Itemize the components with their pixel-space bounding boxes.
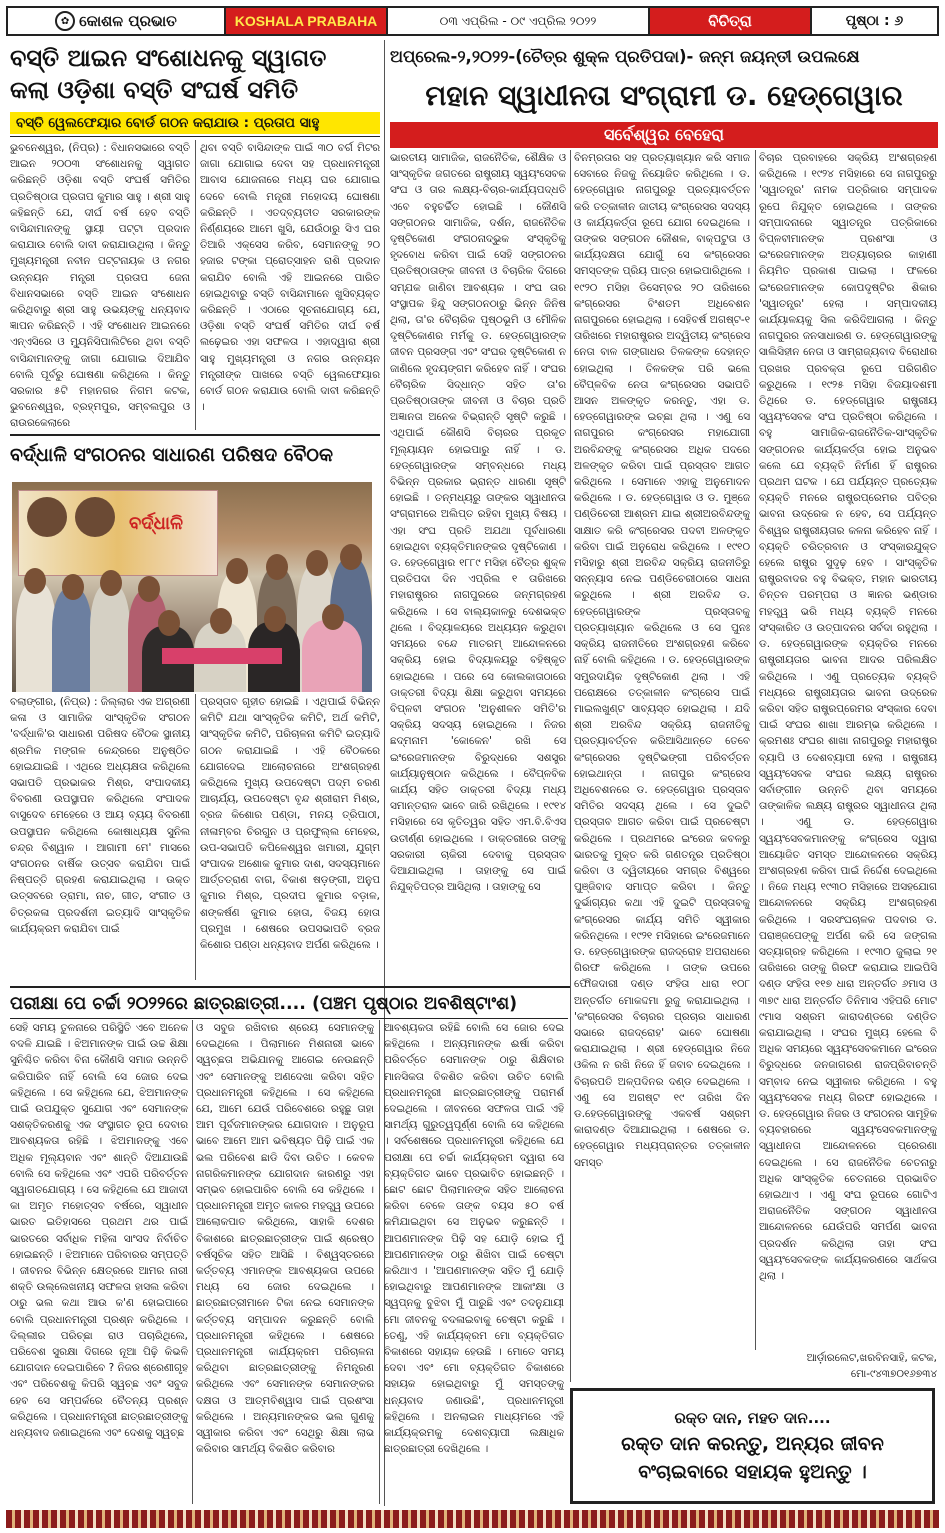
hedgewar-headline-line2: ମହାନ ସ୍ୱାଧୀନତା ସଂଗ୍ରାମୀ ଡ. ହେଡ୍‌ଗେୱାର — [425, 79, 903, 112]
hedgewar-byline-phone: ମୋ-୯୪୩୭୦୧୬୭୩୪ — [850, 1368, 937, 1380]
slum-headline-line1: ବସ୍ତି ଆଇନ ସଂଶୋଧନକୁ ସ୍ୱାଗତ — [10, 44, 327, 72]
section-name: ବିଚିତ୍ରା — [650, 8, 812, 34]
logo-emblem-icon: ✿ — [55, 11, 75, 31]
hedgewar-body-col3: ବିଚାର ପ୍ରବାହରେ ସକ୍ରିୟ ଅଂଶଗ୍ରହଣ କରିଥିଲେ । ୧୯୨୪ ମସିହାରେ ସେ ନାଗପୁରରୁ 'ସ୍ୱାତନ୍ତ୍ର' ନାମକ ପତ୍ରିକାର ସମ୍ପାଦକ ରୂପେ ନିଯୁକ୍ତ ହୋଇଥିଲେ । ତାଙ୍କର ସମ୍ପାଦନାରେ ସ୍ୱାତନ୍ତ୍ର ପତ୍ରିକାରେ ବିପ୍ଳବୀମାନଙ୍କ ପ୍ରଶଂସା ଓ ଇଂରେଜମାନଙ୍କ ଅତ୍ୟାଚାରର କାହାଣୀ ନିୟମିତ ପ୍ରକାଶ ପାଇଲା । ଫଳରେ ଇଂରେଜମାନଙ୍କ କୋପଦୃଷ୍ଟିର ଶିକାର 'ସ୍ୱାତନ୍ତ୍ର' ହେଲା । ସମ୍ପାଦକୀୟ କାର୍ଯ୍ୟାଳୟକୁ ସିଲ କରିଦିଆଗଲା । କିନ୍ତୁ ନାଗପୁରର ଜନସାଧାରଣ ଡ. ହେଡ୍‌ଗେୱାରଙ୍କୁ ସାଲିସିହୀନ ନେତା ଓ ସାମ୍ରାଜ୍ୟବାଦ ବିରୋଧୀର ପ୍ରଖର ପ୍ରବକ୍ତା ରୂପେ ପରିଗଣିତ କରୁଥିଲେ । ୧୯୨୫ ମସିହା ବିଜୟାଦଶମୀ ତିଥିରେ ଡ. ହେଡ୍‌ଗେୱାର ରାଷ୍ଟ୍ରୀୟ ସ୍ୱୟଂସେବକ ସଂଘ ପ୍ରତିଷ୍ଠା କରିଥିଲେ । ବହୁ ସାମାଜିକ-ରାଜନୈତିକ-ସାଂସ୍କୃତିକ ସଙ୍ଗଠନର କାର୍ଯ୍ୟକର୍ତ୍ତା ହୋଇ ଅନୁଭବ କଲେ ଯେ ବ୍ୟକ୍ତି ନିର୍ମାଣ ହିଁ ରାଷ୍ଟ୍ରର ପ୍ରଥମ ଘଟକ । ଯେ ପର୍ଯ୍ୟନ୍ତ ପ୍ରତ୍ୟେକ ବ୍ୟକ୍ତି ମନରେ ରାଷ୍ଟ୍ରପ୍ରେମର ପବିତ୍ର ଭାବନା ଉଦ୍ରେକ ନ ହେବ, ସେ ପର୍ଯ୍ୟନ୍ତ ବିଶ୍ୱର ରାଷ୍ଟ୍ରୀୟତାର କଳନା କରିହେବ ନାହିଁ । ବ୍ୟକ୍ତି ଚରିତ୍ରବାନ ଓ ସଂସ୍କାରଯୁକ୍ତ ହେଲେ ରାଷ୍ଟ୍ର ସୁଦୃଢ଼ ହେବ । ସାଂସ୍କୃତିକ ରାଷ୍ଟ୍ରବାଦର ବହୁ ବିଭକ୍ତ, ମହାନ ଭାରତୀୟ ଚିନ୍ତନ ପରମ୍ପରା ଓ ଜ୍ଞାନର ଭଣ୍ଡାର ମହତ୍ତ୍ୱ ଭରି ମଧ୍ୟ ବ୍ୟକ୍ତି ମନରେ ସଂସ୍କାରିତ ଓ ଉତ୍ପାଦନର ସର୍ବଦା ରହୁଥିଲା । ଡ. ହେଡ୍‌ଗେୱାରଙ୍କ ବ୍ୟକ୍ତିର ମନରେ ରାଷ୍ଟ୍ରୀୟତାର ଭାବନା ଆଦର ପରିଲକ୍ଷିତ କରିଥିଲେ । ଏଣୁ ପ୍ରତ୍ୟେକ ବ୍ୟକ୍ତି ମଧ୍ୟରେ ରାଷ୍ଟ୍ରୀୟତାର ଭାବନା ଉଦ୍ରେକ କରିବା ସହିତ ରାଷ୍ଟ୍ରପ୍ରେମର ସଂସ୍କାର ଦେବା ପାଇଁ ସଂଘର ଶାଖା ଆରମ୍ଭ କରିଥିଲେ । କ୍ରମଶଃ ସଂଘର ଶାଖା ନାଗପୁରରୁ ମହାରାଷ୍ଟ୍ର ବ୍ୟାପି ଓ ଦେଶବ୍ୟାପୀ ହେଲା । ରାଷ୍ଟ୍ରୀୟ ସ୍ୱୟଂସେବକ ସଂଘର ଲକ୍ଷ୍ୟ ରାଷ୍ଟ୍ରର ସର୍ବାଙ୍ଗୀନ ଉନ୍ନତି ଥିବା ସମୟରେ ତାଙ୍କାଳିକ ଲକ୍ଷ୍ୟ ରାଷ୍ଟ୍ରର ସ୍ୱାଧୀନତା ଥିଲା । ଏଣୁ ଡ. ହେଡ୍‌ଗେୱାର ସ୍ୱୟଂସେବକମାନଙ୍କୁ କଂଗ୍ରେସ ଦ୍ୱାରା ଆୟୋଜିତ ସମସ୍ତ ଆନ୍ଦୋଳନରେ ସକ୍ରିୟ ଅଂଶଗ୍ରହଣ କରିବା ପାଇଁ ନିର୍ଦ୍ଦେଶ ଦେଇଥିଲେ । ନିଜେ ମଧ୍ୟ ୧୯୩୦ ମସିହାରେ ଅସହଯୋଗ ଆନ୍ଦୋଳନରେ ସକ୍ରିୟ ଅଂଶଗ୍ରହଣ କରିଥିଲେ । ସରସଂଘଚାଳକ ପଦବାର ଡ. ପରାଞ୍ଜପେଙ୍କୁ ଅର୍ପଣ କରି ସେ ଜଙ୍ଗଲ ସତ୍ୟାଗ୍ରହ କରିଥିଲେ । ୧୯୩୦ ଜୁଲାଇ ୨୧ ତାରିଖରେ ତାଙ୍କୁ ଗିରଫ କରାଯାଇ ଆଇପିସି ଦଣ୍ଡ ସଂହିତା ୧୧୭ ଧାରା ଅନ୍ତର୍ଗତ ୬ମାସ ଓ ୩୭୯ ଧାରା ଅନ୍ତର୍ଗତ ତିନିମାସ ଏହିପରି ମୋଟ ୯ମାସ ସଶ୍ରମ କାରାଦଣ୍ଡରେ ଦଣ୍ଡିତ କରାଯାଇଥିଲା । ସଂଘର ମୁଖ୍ୟ ହେଲେ ବି ଅଧିକ ସମୟରେ ସ୍ୱୟଂସେବକମାନେ ଇଂରେଜ ବିରୁଦ୍ଧରେ ଜନଜାଗରଣ ରାଜପ୍ରିବାଚନ୍ତି ସମ୍ବାଦ ନେଇ ସ୍ୱୀକାର କରିଥିଲେ । ବହୁ ସ୍ୱୟଂସେବକ ମଧ୍ୟ ଗିରଫ ହୋଇଥିଲେ । ଡ. ହେଡ୍‌ଗେୱାର ନିଜର ଓ ସଂଗଠନର ସାମୂହିକ ବ୍ୟବହାରରେ ସ୍ୱୟଂସେବକମାନଙ୍କୁ ସ୍ୱାଧୀନତା ଆନ୍ଦୋଳନରେ ପ୍ରେରଣା ଦେଇଥିଲେ । ସେ ରାଜନୈତିକ ଚେତନାରୁ ଅଧିକ ସାଂସ୍କୃତିକ ଚେତନାରେ ପ୍ରଭାବିତ ହୋଇଥାଏ । ଏଣୁ ସଂଘ ରୂପରେ ଗୋଟିଏ ଅରାଜନୈତିକ ସଙ୍ଗଠନ ସ୍ୱାଧୀନତା ଆନ୍ଦୋଳନରେ ଯେଉଁପରି ସମର୍ପଣ ଭାବନା ପ୍ରଦର୍ଶନ କରିଥିଲା ତାହା ସଂଘ ସ୍ୱୟଂସେବକଙ୍କ କାର୍ଯ୍ୟକରଣରେ ସାର୍ଥକତା ଥିଲା । — [759, 152, 937, 1283]
bardhali-body-col1: ବଲାଙ୍ଗୀର, (ନିପ୍ର) : ଜିଲ୍ଲାର ଏକ ଅଗ୍ରଣୀ କଳା ଓ ସାମାଜିକ ସାଂସ୍କୃତିକ ସଂଗଠନ 'ବର୍ଦ୍ଧାଳି'ର ସାଧାରଣ ପରିଷଦ ବୈଠକ ସ୍ଥାନୀୟ ଶ୍ରମିକ ମଙ୍ଗଳ କେନ୍ଦ୍ରରେ ଅନୁଷ୍ଠିତ ହୋଇଯାଇଛି । ଏଥିରେ ଅଧ୍ୟକ୍ଷତା କରିଥିଲେ ସଭାପତି ପ୍ରଭାକର ମିଶ୍ର, ସଂପାଦକୀୟ ବିବରଣୀ ଉପସ୍ଥାପନ କରିଥିଲେ ସଂପାଦକ ବାସୁଦେବ ମେହେରେ ଓ ଆୟ ବ୍ୟୟ ବିବରଣୀ ଉପସ୍ଥାପନ କରିଥିଲେ କୋଷାଧ୍ୟକ୍ଷ ସୁନିଲ ଚନ୍ଦ୍ର ବିଶ୍ୱାଳ । ଆଗାମୀ ମେ' ମାସରେ ସଂଗଠନର ବାର୍ଷିକ ଉତ୍ସବ କରାଯିବା ପାଇଁ ନିଷ୍ପତ୍ତି ଗ୍ରହଣ କରାଯାଇଥିଲା । ଉକ୍ତ ଉତ୍ସବରେ ଡ୍ରାମା, ନାଚ, ଗୀତ, ସଂଗୀତ ଓ ଚିତ୍ରକଳା ପ୍ରଦର୍ଶନୀ ଇତ୍ୟାଦି ସାଂସ୍କୃତିକ କାର୍ଯ୍ୟକ୍ରମ କରାଯିବା ପାଇଁ — [10, 696, 190, 935]
slum-body-col2: ଥିବା ବସ୍ତି ବାସିନ୍ଦାଙ୍କ ପାଇଁ ୩୦ ବର୍ଗ ମିଟର ଜାଗା ଯୋଗାଇ ଦେବା ସହ ପ୍ରଧାନମନ୍ତ୍ରୀ ଆବାସ ଯୋଜନାରେ ମଧ୍ୟ ଘର ଯୋଗାଇ ଦେବେ ବୋଲି ମନ୍ତ୍ରୀ ମହୋଦୟ ଘୋଷଣା କରିଛନ୍ତି । ଏତଦ୍‌ବ୍ୟତୀତ ସରକାରଙ୍କ ନିର୍ଣ୍ଣୟରେ ଆମେ ଖୁସି, ଯେଉଁଠାରୁ ସିଏ ଘର ତିଆରି ଏକ୍ସେସ କରିବ, ସେମାନଙ୍କୁ ୨୦ ହଜାର ଟଙ୍କା ପ୍ରୋତ୍ସାହନ ରାଶି ପ୍ରଦାନ କରାଯିବ ବୋଲି ଏହି ଆଇନରେ ପାରିତ ହୋଇଥିବାରୁ ବସ୍ତି ବାସିନ୍ଦାମାନେ ଖୁସିବ୍ୟକ୍ତ କରିଛନ୍ତି । ଏଠାରେ ସୂଚନାଯୋଗ୍ୟ ଯେ, ଓଡ଼ିଶା ବସ୍ତି ସଂଘର୍ଷ ସମିତିର ଦୀର୍ଘ ବର୍ଷ ଲଢ଼େଇର ଏହା ସଫଳତା । ଏହାଦ୍ୱାରା ଶ୍ରୀ ସାହୁ ମୁଖ୍ୟମନ୍ତ୍ରୀ ଓ ନଗର ଉନ୍ନୟନ ମନ୍ତ୍ରୀଙ୍କ ପାଖରେ ବସ୍ତି ୱେଲଫେୟାର ବୋର୍ଡ ଗଠନ କରାଯାଉ ବୋଲି ଦାବୀ କରିଛନ୍ତି । — [200, 142, 380, 414]
hedgewar-byline-address: ଆର୍ଡ଼ାରଲେଟ,ଖରବିନସାହି, କଟକ, — [806, 1352, 937, 1364]
pariksha-body-col3: ଆବଶ୍ୟକତା ରହିଛି ବୋଲି ସେ ଜୋର ଦେଇ କହିଥିଲେ । ଅନ୍ୟମାନଙ୍କ ଈର୍ଷା କରିବା ପରିବର୍ତ୍ତେ ସେମାନଙ୍କ ଠାରୁ ଶିକ୍ଷିବାର ମାନସିକତା ବିକଶିତ କରିବା ଉଚିତ ବୋଲି ପ୍ରଧାନମନ୍ତ୍ରୀ ଛାତ୍ରଛାତ୍ରୀଙ୍କୁ ପରାମର୍ଶ ଦେଇଥିଲେ । ଜୀବନରେ ସଫଳତା ପାଇଁ ଏହି ସାମର୍ଥ୍ୟ ଗୁରୁତ୍ୱପୂର୍ଣ୍ଣ ବୋଲି ସେ କହିଥିଲେ । ସର୍ବଶେଷରେ ପ୍ରଧାନମନ୍ତ୍ରୀ କହିଥିଲେ ଯେ ପରୀକ୍ଷା ପେ ଚର୍ଚ୍ଚା କାର୍ଯ୍ୟକ୍ରମ ଦ୍ୱାରା ସେ ବ୍ୟକ୍ତିଗତ ଭାବେ ପ୍ରଭାବିତ ହୋଇଛନ୍ତି । ଛୋଟ ଛୋଟ ପିଲାମାନଙ୍କ ସହିତ ଆଲୋଚନା କରିବା ବେଳେ ତାଙ୍କ ବୟସ ୫୦ ବର୍ଷ କମିଯାଇଥିବା ସେ ଅନୁଭବ କରୁଛନ୍ତି । ଆପଣମାନଙ୍କ ପିଢ଼ି ସହ ଯୋଡ଼ି ହୋଇ ମୁଁ ଆପଣମାନଙ୍କ ଠାରୁ ଶିଖିବା ପାଇଁ ଚେଷ୍ଟା କରିଥାଏ । 'ଆପଣମାନଙ୍କ ସହିତ ମୁଁ ଯୋଡ଼ି ହୋଇଥିବାରୁ ଆପଣମାନଙ୍କ ଆକାଂକ୍ଷା ଓ ସ୍ୱପ୍ନକୁ ବୁଝିବା ମୁଁ ପାରୁଛି ଏବଂ ତଦନୁଯାୟୀ ମୋ ଜୀବନକୁ ବଦଳାଇବାକୁ ଚେଷ୍ଟା କରୁଛି । ତେଣୁ, ଏହି କାର୍ଯ୍ୟକ୍ରମ ମୋ ବ୍ୟକ୍ତିଗତ ବିକାଶରେ ସହାୟକ ହେଉଛି । ମୋତେ ସମୟ ଦେବା ଏବଂ ମୋ ବ୍ୟକ୍ତିଗତ ବିକାଶରେ ସହାୟକ ହୋଇଥିବାରୁ ମୁଁ ସମସ୍ତଙ୍କୁ ଧନ୍ୟବାଦ ଜଣାଉଛି', ପ୍ରଧାନମନ୍ତ୍ରୀ କହିଥିଲେ । ଅନଲାଇନ ମାଧ୍ୟମରେ ଏହି କାର୍ଯ୍ୟକ୍ରମକୁ ଦେଶବ୍ୟାପୀ ଲକ୍ଷାଧିକ ଛାତ୍ରଛାତ୍ରୀ ଦେଖିଥିଲେ । — [384, 1022, 564, 1456]
hedgewar-headline-line1: ଅପ୍ରେଲ-୨,୨୦୨୨-(ଚୈତ୍ର ଶୁକ୍ଳ ପ୍ରତିପଦା)- ଜନ୍ମ ଜୟନ୍ତୀ ଉପଲକ୍ଷେ — [390, 47, 860, 66]
paper-name-english: KOSHALA PRABAHA — [226, 8, 388, 34]
pariksha-body-col1: ସେହି ସମୟ ତୁଳନାରେ ପରିସ୍ଥିତି ଏବେ ଅନେକ ବଦଳି ଯାଇଛି । ଝିଅମାନଙ୍କ ପାଇଁ ଉଚ୍ଚ ଶିକ୍ଷା ସୁନିଶ୍ଚିତ କରିବା ବିନା କୌଣସି ସମାଜ ଉନ୍ନତି କରିପାରିବ ନାହିଁ ବୋଲି ସେ ଜୋର ଦେଇ କହିଥିଲେ । ସେ କହିଥିଲେ ଯେ, ଝିଅମାନଙ୍କ ପାଇଁ ଉପଯୁକ୍ତ ସୁଯୋଗ ଏବଂ ସେମାନଙ୍କ ସଶକ୍ତିକରଣକୁ ଏକ ସଂସ୍ଥାଗତ ରୂପ ଦେବାର ଆବଶ୍ୟକତା ରହିଛି । ଝିଅମାନଙ୍କୁ ଏବେ ଅଧିକ ମୂଲ୍ୟବାନ ଏବଂ ଶାନ୍ତି ଦିଆଯାଉଛି ବୋଲି ସେ କହିଥିଲେ ଏବଂ ଏପରି ପରିବର୍ତ୍ତନ ସ୍ୱାଗତଯୋଗ୍ୟ । ସେ କହିଥିଲେ ଯେ ଆଜାଦୀ କା ଅମୃତ ମହୋତ୍ସବ ବର୍ଷରେ, ସ୍ୱାଧୀନ ଭାରତ ଇତିହାସରେ ପ୍ରଥମ ଥର ପାଇଁ ଭାରତରେ ସର୍ବାଧିକ ମହିଳା ସାଂସଦ ନିର୍ବାଚିତ ହୋଇଛନ୍ତି । ଝିଅମାନେ ପରିବାରର ସମ୍ପତ୍ତି । ଜୀବନର ବିଭିନ୍ନ କ୍ଷେତ୍ରରେ ଆମର ନାରୀ ଶକ୍ତି ଉଲ୍ଲେଖନୀୟ ସଫଳତା ହାସଲ କରିବା ଠାରୁ ଭଲ କଥା ଆଉ କ'ଣ ହୋଇପାରେ ବୋଲି ପ୍ରଧାନମନ୍ତ୍ରୀ ପ୍ରଶ୍ନ କରିଥିଲେ । ଦିଲ୍ଲୀର ପରିଚ୍ଛା ରାଓ ପଚାରିଥିଲେ, ପରିବେଶ ସୁରକ୍ଷା ଦିଗରେ ନୂଆ ପିଢ଼ି କିଭଳି ଯୋଗଦାନ ଦେଇପାରିବେ ? ନିଜର ଶ୍ରେଣୀଗୃହ ଏବଂ ପରିବେଶକୁ କିପରି ସ୍ୱଚ୍ଛ ଏବଂ ସବୁଜ ହେବ ସେ ସମ୍ପର୍କରେ ଚୈତନ୍ୟ ପ୍ରଶ୍ନ କରିଥିଲେ । ପ୍ରଧାନମନ୍ତ୍ରୀ ଛାତ୍ରଛାତ୍ରୀଙ୍କୁ ଧନ୍ୟବାଦ ଜଣାଇଥିଲେ ଏବଂ ଦେଶକୁ ସ୍ୱଚ୍ଛ — [10, 1022, 188, 1440]
issue-date-range: ୦୩ ଏପ୍ରିଲ - ୦୯ ଏପ୍ରିଲ ୨୦୨୨ — [388, 8, 650, 34]
column-divider — [379, 1020, 380, 1504]
divider — [10, 1018, 568, 1019]
pariksha-headline: ପରୀକ୍ଷା ପେ ଚର୍ଚ୍ଚା ୨୦୨୨ରେ ଛାତ୍ରଛାତ୍ରୀ.... (ପଞ୍ଚମ ପୃଷ୍ଠାର ଅବଶିଷ୍ଟାଂଶ) — [10, 994, 518, 1014]
page-number: ପୃଷ୍ଠା : ୬ — [845, 13, 904, 29]
slum-headline-line2: କଲା ଓଡ଼ିଶା ବସ୍ତି ସଂଘର୍ଷ ସମିତି — [10, 76, 299, 104]
column-divider — [755, 150, 756, 1350]
group-photo — [12, 482, 372, 692]
divider — [10, 986, 570, 988]
logo-text: କୋଶଳ ପ୍ରଭାତ — [79, 12, 177, 30]
masthead-logo — [8, 8, 226, 34]
hedgewar-author: ସର୍ବେଶ୍ୱର ବେହେରା — [390, 122, 938, 148]
slum-body-col1: ଭୁବନେଶ୍ୱର, (ନିପ୍ର) : ବିଧାନସଭାରେ ବସ୍ତି ଆଇନ ୨୦୦୩ ସଂଶୋଧନକୁ ସ୍ୱାଗତ କରିଛନ୍ତି ଓଡ଼ିଶା ବସ୍ତି ସଂଘର୍ଷ ସମିତିର ପ୍ରତିଷ୍ଠାତା ପ୍ରତାପ କୁମାର ସାହୁ । ଶ୍ରୀ ସାହୁ କହିଛନ୍ତି ଯେ, ଦୀର୍ଘ ବର୍ଷ ହେବ ବସ୍ତି ବାସିନ୍ଦାମାନଙ୍କୁ ସ୍ଥାୟୀ ପଟ୍ଟା ପ୍ରଦାନ କରାଯାଉ ବୋଲି ଦାବୀ କରାଯାଉଥିଲା । କିନ୍ତୁ ମୁଖ୍ୟମନ୍ତ୍ରୀ ନବୀନ ପଟ୍ଟନାୟକ ଓ ନଗର ଉନ୍ନୟନ ମନ୍ତ୍ରୀ ପ୍ରତାପ ଜେନା ବିଧାନସଭାରେ ବସ୍ତି ଆଇନ ସଂଶୋଧନ କରିଥିବାରୁ ଶ୍ରୀ ସାହୁ ଉଭୟଙ୍କୁ ଧନ୍ୟବାଦ ଜ୍ଞାପନ କରିଛନ୍ତି । ଏହି ସଂଶୋଧନ ଆଇନରେ ଏନ୍ଏସିରେ ଓ ମ୍ୟୁନିସିପାଲିଟିରେ ଥିବା ବସ୍ତି ବାସିନ୍ଦାମାନଙ୍କୁ ଜାଗା ଯୋଗାଇ ଦିଆଯିବ ବୋଲି ପୂର୍ବରୁ ଘୋଷଣା କରିଥିଲେ । କିନ୍ତୁ ସରକାର ୫ଟି ମହାନଗର ନିଗମ କଟକ, ଭୁବନେଶ୍ୱର, ବ୍ରହ୍ମପୁର, ସମ୍ବଲପୁର ଓ ରାଉରକେଲାରେ — [10, 142, 190, 430]
column-divider — [195, 694, 196, 980]
hedgewar-body-col2: ବିନମ୍ରତାର ସହ ପ୍ରତ୍ୟାଖ୍ୟାନ କରି ସମାଜ ସେବାରେ ନିଜକୁ ନିୟୋଜିତ କରିଥିଲେ । ଡ. ହେଡ୍‌ଗେୱାର ନାଗପୁରରୁ ପ୍ରତ୍ୟାବର୍ତ୍ତନ କରି ତତ୍କାଳୀନ ଜାତୀୟ କଂଗ୍ରେସର ସଦସ୍ୟ ଓ କାର୍ଯ୍ୟକର୍ତ୍ତା ରୂପେ ଯୋଗ ଦେଇଥିଲେ । ତାଙ୍କର ସଙ୍ଗଠନ କୌଶଳ, ବାକ୍‌ପଟୁତା ଓ କାର୍ଯ୍ୟଦକ୍ଷତା ଯୋଗୁଁ ସେ କଂଗ୍ରେସର ସମସ୍ତଙ୍କ ପ୍ରିୟ ପାତ୍ର ହୋଇପାରିଥିଲେ । ୧୯୨୦ ମସିହା ଡିସେମ୍ବର ୨୦ ତାରିଖରେ କଂଗ୍ରେସର ବିଂଶତମ ଅଧିବେଶନ ନାଗପୁରରେ ହୋଇଥିଲା । ସେହିବର୍ଷ ଅଗଷ୍ଟ-୧ ତାରିଖରେ ମହାରାଷ୍ଟ୍ରର ଅଦ୍ୱିତୀୟ କଂଗ୍ରେସ ନେତା ବାଳ ଗଙ୍ଗାଧର ତିଳକଙ୍କ ଦେହାନ୍ତ ହୋଇଥିଲା । ତିଳକଙ୍କ ପରି ଭଲେ ବୈପ୍ଳବିକ ନେତା କଂଗ୍ରେସର ସଭାପତି ଆସନ ଅଳଙ୍କୃତ କରନ୍ତୁ, ଏହା ଡ. ହେଡ୍‌ଗେୱାରଙ୍କ ଇଚ୍ଛା ଥିଲା । ଏଣୁ ସେ ନାଗପୁରର କଂଗ୍ରେସର ମହାଯୋଗୀ ଅରବିନ୍ଦଙ୍କୁ କଂଗ୍ରେସର ଅଧିକ ପଦରେ ଅଳଙ୍କୃତ କରିବା ପାଇଁ ପ୍ରସ୍ତାବ ଆଗତ କରିଥିଲେ । ସେମାନେ ଏହାକୁ ଅନୁମୋଦନ କରିଥିଲେ । ଡ. ହେଡ୍‌ଗେୱାର ଓ ଡ. ମୁଞ୍ଜେ ପଣ୍ଡିଚେରୀ ଆଶ୍ରମ ଯାଇ ଶ୍ରୀଅରବିନ୍ଦଙ୍କୁ ସାକ୍ଷାତ କରି କଂଗ୍ରେସର ପଦବୀ ଅଳଙ୍କୃତ କରିବା ପାଇଁ ଅନୁରୋଧ କରିଥିଲେ । ୧୯୧୦ ମସିହାରୁ ଶ୍ରୀ ଅରବିନ୍ଦ ସକ୍ରିୟ ରାଜନୀତିରୁ ସନ୍ନ୍ୟାସ ନେଇ ପଣ୍ଡିଚେରୀଠାରେ ସାଧନା କରୁଥିଲେ । ଶ୍ରୀ ଅରବିନ୍ଦ ଡ. ହେଡ୍‌ଗେୱାରଙ୍କ ପ୍ରସ୍ତାବକୁ ପ୍ରତ୍ୟାଖ୍ୟାନ କରିଥିଲେ ଓ ସେ ପୁନଃ ସକ୍ରିୟ ରାଜନୀତିରେ ଅଂଶଗ୍ରହଣ କରିବେ ନାହିଁ ବୋଲି କହିଥିଲେ । ଡ. ହେଡ୍‌ଗେୱାରଙ୍କ ସମ୍ପ୍ରଦାୟିକ ଦୃଷ୍ଟିକୋଣ ଥିଲା । ଏହି ପରୋକ୍ଷରେ ତତ୍କାଳୀନ କଂଗ୍ରେସ ପାଇଁ ମାଇଲଖୁଣ୍ଟ ସାବ୍ୟସ୍ତ ହୋଇଥିଲା । ଯଦି ଶ୍ରୀ ଅରବିନ୍ଦ ସକ୍ରିୟ ରାଜନୀତିକୁ ପ୍ରତ୍ୟାବର୍ତ୍ତନ କରିଆସିଥାନ୍ତେ ତେବେ କଂଗ୍ରେସର ଦୃଷ୍ଟିଭଙ୍ଗୀ ପରିବର୍ତ୍ତନ ହୋଇଥାନ୍ତା । ନାଗପୁର କଂଗ୍ରେସ ଅଧିବେଶନରେ ଡ. ହେଡ୍‌ଗେୱାର ପ୍ରସ୍ତାବ ସମିତିର ସଦସ୍ୟ ଥିଲେ । ସେ ଦୁଇଟି ପ୍ରସ୍ତାବ ଆଗତ କରିବା ପାଇଁ ପ୍ରଚେଷ୍ଟା କରିଥିଲେ । ପ୍ରଥମରେ ଇଂରେଜ କବଳରୁ ଭାରତକୁ ମୁକ୍ତ କରି ଗଣତନ୍ତ୍ର ପ୍ରତିଷ୍ଠା କରିବା ଓ ଦ୍ୱିତୀୟରେ ସମଗ୍ର ବିଶ୍ୱରେ ପୁଞ୍ଜିବାଦ ସମାପ୍ତ କରିବା । କିନ୍ତୁ ଦୁର୍ଭାଗ୍ୟର କଥା ଏହି ଦୁଇଟି ପ୍ରସ୍ତାବକୁ କଂଗ୍ରେସର କାର୍ଯ୍ୟ ସମିତି ସ୍ୱୀକାର କରିନଥିଲେ । ୧୯୨୧ ମସିହାରେ ଇଂରେଜମାନେ ଡ. ହେଡ୍‌ଗେୱାରଙ୍କ ରାଜଦ୍ରୋହ ଅପରାଧରେ ଗିରଫ କରିଥିଲେ । ତାଙ୍କ ଉପରେ ଫୌଜଦାରୀ ଦଣ୍ଡ ସଂହିତା ଧାରା ୧୦୮ ଅନ୍ତର୍ଗତ ମୋକଦ୍ଦମା ରୁଜୁ କରାଯାଇଥିଲା । 'କଂଗ୍ରେସର ବିଚାରର ପ୍ରଚାର ସାଧାରଣ ସଭାରେ ରାଜଦ୍ରୋହ' ଭାବେ ଘୋଷଣା କରାଯାଇଥିଲା । ଶ୍ରୀ ହେଡ୍‌ଗେୱାର ନିଜେ ଓକିଲ ନ ରଖି ନିଜେ ହିଁ ଜବାବ ଦେଇଥିଲେ । ବିଚାରପତି ଅଳ୍ପଦିନର ଦଣ୍ଡ ଦେଇଥିଲେ । ଏଣୁ ସେ ଅଗଷ୍ଟ ୧୯ ତାରିଖ ଦିନ ଡ.ହେଡ୍‌ଗେୱାରଙ୍କୁ ଏକବର୍ଷ ସଶ୍ରମ କାରାଦଣ୍ଡ ଦିଆଯାଇଥିଲା । ଶେଷରେ ଡ. ହେଡ୍‌ଗେୱାର ମଧ୍ୟପ୍ରାନ୍ତର ତତ୍କାଳୀନ ସମସ୍ତ — [574, 152, 750, 1169]
divider — [10, 136, 380, 137]
divider — [10, 434, 380, 436]
decorative-footer-band — [6, 1510, 939, 1528]
pariksha-body-col2: ଓ ସବୁଜ ରଖିବାର ଶ୍ରେୟ ସେମାନଙ୍କୁ ଦେଇଥିଲେ । ପିଲାମାନେ ମିଶନାରୀ ଭାବେ ସ୍ୱଚ୍ଛତା ଅଭିଯାନକୁ ଆଗେଇ ନେଉଛନ୍ତି ଏବଂ ସେମାନଙ୍କୁ ଅଣଦେଖା କରିବା ସହିତ ପ୍ରଧାନମନ୍ତ୍ରୀ କହିଥିଲେ । ସେ କହିଥିଲେ ଯେ, ଆମେ ଯେଉଁ ପରିବେଶରେ ରହୁଛୁ ତାହା ଆମ ପୂର୍ବଜମାନଙ୍କର ଯୋଗଦାନ । ଅନୁରୂପ ଭାବେ ଆମେ ଆମ ଭବିଷ୍ୟତ ପିଢ଼ି ପାଇଁ ଏକ ଭଲ ପରିବେଶ ଛାଡି ଦିବା ଉଚିତ । କେବଳ ନାଗରିକମାନଙ୍କ ଯୋଗଦାନ କାରଣରୁ ଏହା ସମ୍ଭବ ହୋଇପାରିବ ବୋଲି ସେ କହିଥିଲେ । ପ୍ରଧାନମନ୍ତ୍ରୀ ଅମୃତ କାଳର ମହତ୍ତ୍ୱ ଉପରେ ଆଲୋକପାତ କରିଥିଲେ, ସାହାକି ଦେଶର ବିକାଶରେ ଛାତ୍ରଛାତ୍ରୀଙ୍କ ପାଇଁ ଶ୍ରେଷ୍ଠ ବର୍ଷସୂଚିକ ସହିତ ଆସିଛି । ବିଶ୍ୱସ୍ତରରେ କର୍ତ୍ତବ୍ୟ ଏମାନଙ୍କ ଆବଶ୍ୟକତା ଉପରେ ମଧ୍ୟ ସେ ଜୋର ଦେଇଥିଲେ । ଛାତ୍ରଛାତ୍ରୀମାନେ ଟିକା ନେଇ ସେମାନଙ୍କ କର୍ତ୍ତବ୍ୟ ସମ୍ପାଦନ କରୁଛନ୍ତି ବୋଲି ପ୍ରଧାନମନ୍ତ୍ରୀ କହିଥିଲେ । ଶେଷରେ ପ୍ରଧାନମନ୍ତ୍ରୀ କାର୍ଯ୍ୟକ୍ରମ ପରିଚାଳନା କରିଥିବା ଛାତ୍ରଛାତ୍ରୀଙ୍କୁ ନିମନ୍ତ୍ରଣ କରିଥିଲେ ଏବଂ ସେମାନଙ୍କ ସେମାନଙ୍କର ଦକ୍ଷତା ଓ ଆତ୍ମବିଶ୍ୱାସ ପାଇଁ ପ୍ରଶଂସା କରିଥିଲେ । ଅନ୍ୟମାନଙ୍କର ଭଲ ଗୁଣକୁ ସ୍ୱୀକାର କରିବା ଏବଂ ସେଥିରୁ ଶିକ୍ଷା ଲାଭ କରିବାର ସାମର୍ଥ୍ୟ ବିକଶିତ କରିବାର — [196, 1022, 374, 1456]
photo-banner — [18, 490, 218, 576]
masthead — [6, 6, 939, 36]
slum-subheadline: ବସ୍ତି ୱେଲଫେୟାର ବୋର୍ଡ ଗଠନ କରାଯାଉ : ପ୍ରତାପ ସାହୁ — [10, 112, 380, 134]
table — [162, 648, 282, 664]
blood-donation-title: ରକ୍ତ ଦାନ, ମହତ ଦାନ.... — [674, 1409, 831, 1427]
blood-donation-line2: ବଂଚାଇବାରେ ସହାୟକ ହୁଅନ୍ତୁ । — [638, 1461, 867, 1483]
hedgewar-body-col1: ଭାରତୀୟ ସାମାଜିକ, ରାଜନୈତିକ, ଶୈକ୍ଷିକ ଓ ସାଂସ୍କୃତିକ ଜଗତରେ ରାଷ୍ଟ୍ରୀୟ ସ୍ୱୟଂସେବକ ସଂଘ ଓ ତାର ଲକ୍ଷ୍ୟ-ବିଚାର-କାର୍ଯ୍ୟପଦ୍ଧତି ଏବେ ବହୁଚର୍ଚ୍ଚିତ ହୋଇଛି । କୌଣସି ସଙ୍ଗଠନର ସାମାଜିକ, ଦର୍ଶନ, ରାଜନୈତିକ ଦୃଷ୍ଟିକୋଣ ସଂଗଠନାଦ୍ଭୁକ ସଂସ୍କୃତିକୁ ହୃଦବୋଧ କରିବା ପାଇଁ ସେହି ସଙ୍ଗଠନର ପ୍ରତିଷ୍ଠାତାଙ୍କ ଜୀବନୀ ଓ ବିଚାରିକ ଦିଗରେ ସମ୍ଯକ ଜାଣିବା ଆବଶ୍ୟକ । ସଂଘ ତାର ସଂସ୍ଥାପକ ହିନ୍ଦୁ ସଙ୍ଗଠନଠାରୁ ଭିନ୍ନ ଜିନିଷ ଥିଲା, ତା'ର ବୈଚାରିକ ପୃଷ୍ଠଭୂମି ଓ ମୌଳିକ ଦୃଷ୍ଟିକୋଣର ମର୍ମକୁ ଡ. ହେଡ୍‌ଗେୱାରଙ୍କ ଜୀବନ ପ୍ରସଙ୍ଗ ଏବଂ ସଂଘର ଦୃଷ୍ଟିକୋଣ ନ ଜାଣିଲେ ହୃଦୟଙ୍ଗମ କରିହେବ ନାହିଁ । ସଂଘର ବୈଚାରିକ ସିଦ୍ଧାନ୍ତ ସହିତ ତା'ର ପ୍ରତିଷ୍ଠାତାଙ୍କ ଜୀବନୀ ଓ ବିଚାର ପ୍ରତି ଅଜ୍ଞାନତା ଅନେକ ବିଭ୍ରାନ୍ତି ସୃଷ୍ଟି କରୁଛି । ଏଥିପାଇଁ କୌଣସି ବିଚାରର ପ୍ରକୃତ ମୂଲ୍ୟାୟନ ହୋଇପାରୁ ନାହିଁ । ଡ. ହେଡ୍‌ଗେୱାରଙ୍କ ସମ୍ବନ୍ଧରେ ମଧ୍ୟ ବିଭିନ୍ନ ପ୍ରକାର ଭ୍ରାନ୍ତ ଧାରଣା ସୃଷ୍ଟି ହୋଇଛି । ତନ୍ମଧ୍ୟରୁ ତାଙ୍କର ସ୍ୱାଧୀନତା ସଂଗ୍ରାମରେ ଅଲିପ୍ତ ରହିବା ମୁଖ୍ୟ ବିଷୟ । ଏହା ସଂଘ ପ୍ରତି ଅଯଥା ପୂର୍ବଧାରଣା ହୋଇଥିବା ବ୍ୟକ୍ତିମାନଙ୍କର ଦୃଷ୍ଟିକୋଣ । ଡ. ହେଡ୍‌ଗେୱାର ୧୮୮୯ ମସିହା ଚୈତ୍ର ଶୁକ୍ଳ ପ୍ରତିପଦା ଦିନ ଏପ୍ରିଲ ୧ ତାରିଖରେ ମହାରାଷ୍ଟ୍ରର ନାଗପୁରରେ ଜନ୍ମଗ୍ରହଣ କରିଥିଲେ । ସେ ବାଲ୍ୟକାଳରୁ ଦେଶଭକ୍ତ ଥିଲେ । ବିଦ୍ୟାଳୟରେ ଅଧ୍ୟୟନ କରୁଥିବା ସମୟରେ ବନ୍ଦେ ମାତରମ୍ ଆନ୍ଦୋଳନରେ ସକ୍ରିୟ ହୋଇ ବିଦ୍ୟାଳୟରୁ ବହିଷ୍କୃତ ହୋଇଥିଲେ । ପରେ ସେ କୋଲକାତାଠାରେ ଡାକ୍ତରୀ ବିଦ୍ୟା ଶିକ୍ଷା କରୁଥିବା ସମୟରେ ବିପ୍ଳବୀ ସଂଗଠନ 'ଅନୁଶୀଳନ ସମିତି'ର ସକ୍ରିୟ ସଦସ୍ୟ ହୋଇଥିଲେ । ନିଜର ଛଦ୍ମନାମ 'କୋକେନ' ରଖି ସେ ଇଂରେଜମାନଙ୍କ ବିରୁଦ୍ଧରେ ସଶସ୍ତ୍ର କାର୍ଯ୍ୟାନୁଷ୍ଠାନ କରିଥିଲେ । ବୈପ୍ଳବିକ କାର୍ଯ୍ୟ ସହିତ ଡାକ୍ତରୀ ବିଦ୍ୟା ମଧ୍ୟ ସମାନ୍ତରାଳ ଭାବେ ଜାରି ରଖିଥିଲେ । ୧୯୧୪ ମସିହାରେ ସେ କୃତିତ୍ୱର ସହିତ ଏମ.ବି.ବିଏସ ଉତୀର୍ଣ୍ଣ ହୋଇଥିଲେ । ଡାକ୍ତରୀରେ ତାଙ୍କୁ ସରକାରୀ ଚାକିରୀ ଦେବାକୁ ପ୍ରସ୍ତାବ ଦିଆଯାଇଥିଲା । ତାହାଙ୍କୁ ସେ ପାଇଁ ନିଯୁକ୍ତିପତ୍ର ଆସିଥିଲା । ତାହାଙ୍କୁ ସେ — [390, 152, 566, 894]
column-divider — [570, 150, 571, 1382]
banner-text: ବର୍ଦ୍ଧାଳି — [129, 513, 183, 534]
blood-donation-box — [570, 1388, 935, 1504]
bardhali-body-col2: ପ୍ରସ୍ତାବ ଗୃହୀତ ହୋଇଛି । ଏଥିପାଇଁ ବିଭିନ୍ନ କମିଟି ଯଥା ସାଂସ୍କୃତିକ କମିଟି, ଅର୍ଥ କମିଟି, ସାଂସ୍କୃତିକ କମିଟି, ପରିଚାଳନା କମିଟି ଇତ୍ୟାଦି ଗଠନ କରାଯାଇଛି । ଏହି ବୈଠକରେ ଯୋଗଦେଇ ଆଲୋଚନାରେ ଅଂଶଗ୍ରହଣ କରିଥିଲେ ମୁଖ୍ୟ ଉପଦେଷ୍ଟା ପଦ୍ମ ଚରଣ ଆଚାର୍ଯ୍ୟ, ଉପଦେଷ୍ଟା ବୃନ୍ଦ ଶ୍ରୀରାମ ମିଶ୍ର, ବ୍ରଜ କିଶୋର ପଣ୍ଡା, ମନୟ ତ୍ରିପାଠୀ, ନୀଳାମ୍ବର ଚିରଗୁନ ଓ ପ୍ରଫୁଲ୍ଲ ମେହେର, ଉପ-ସଭାପତି କପିଳେଶ୍ୱର ଖମାରୀ, ଯୁଗ୍ମ ସଂପାଦକ ଅଶୋକ କୁମାର ଦାଶ, ସଦସ୍ୟମାନେ ଆର୍ତ୍ତତ୍ରାଣ ବାଗ, ବିକାଶ ଷଡ଼ଙ୍ଗୀ, ଅନୁପ କୁମାର ମିଶ୍ର, ପ୍ରଦୀପ କୁମାର ବଡ଼ାଳ, ଶଙ୍କର୍ଷଣ କୁମାର ହୋତା, ବିଜୟ ହୋତା ପ୍ରମୁଖ । ଶେଷରେ ଉପସଭାପତି ବ୍ରଜ କିଶୋର ପଣ୍ଡା ଧନ୍ୟବାଦ ଅର୍ପଣ କରିଥିଲେ । — [200, 696, 380, 952]
column-divider — [192, 1020, 193, 1504]
bardhali-headline: ବର୍ଦ୍ଧାଳି ସଂଗଠନର ସାଧାରଣ ପରିଷଦ ବୈଠକ — [10, 444, 334, 466]
column-divider — [195, 140, 196, 430]
blood-donation-line1: ରକ୍ତ ଦାନ କରନ୍ତୁ, ଅନ୍ୟର ଜୀବନ — [621, 1433, 884, 1455]
